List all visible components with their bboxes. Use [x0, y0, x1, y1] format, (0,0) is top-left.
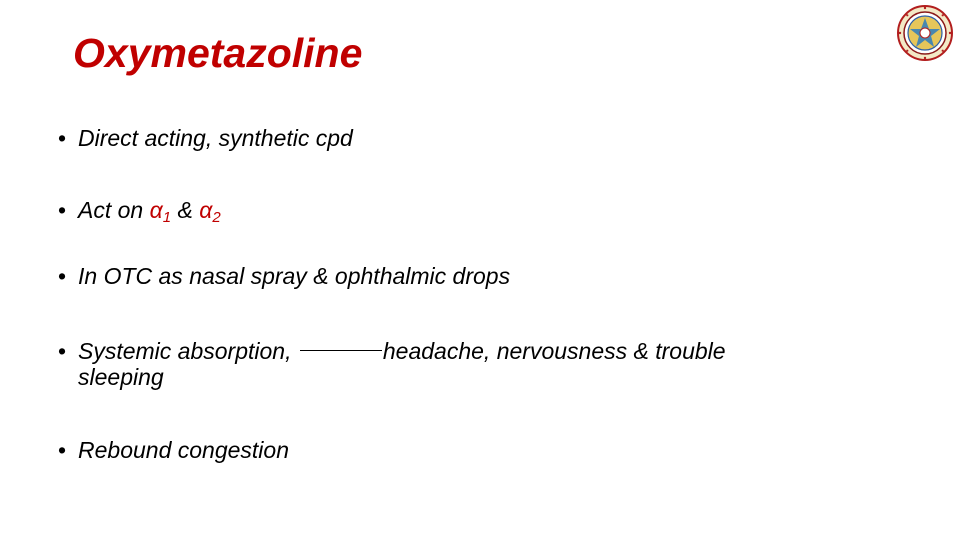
- bullet-text-before-arrow: Systemic absorption,: [78, 338, 298, 364]
- bullet-prefix: Act on: [78, 197, 150, 223]
- bullet-text-continuation: sleeping: [78, 364, 164, 390]
- bullet-direct-acting: [58, 126, 353, 151]
- slide-title: Oxymetazoline: [73, 30, 363, 76]
- bullet-text: Direct acting, synthetic cpd: [78, 125, 353, 151]
- bullet-dot: •: [58, 338, 67, 364]
- bullet-text: In OTC as nasal spray & ophthalmic drops: [78, 263, 511, 289]
- bullet-act-on-receptors: [58, 197, 221, 226]
- arrow-line: [300, 350, 382, 351]
- alpha1-symbol: $\alpha_1$: [149, 197, 172, 226]
- bullet-systemic-absorption-line2: [78, 365, 164, 390]
- bullet-dot: •: [58, 125, 67, 151]
- university-seal-icon: [896, 4, 954, 62]
- alpha2-symbol: $\alpha_2$: [199, 197, 221, 226]
- bullet-otc-uses: [58, 264, 510, 289]
- bullet-dot: •: [58, 197, 67, 223]
- bullet-systemic-absorption: [58, 339, 726, 364]
- bullet-text-after-arrow: headache, nervousness & trouble: [382, 338, 726, 364]
- bullet-text: Rebound congestion: [78, 437, 289, 463]
- bullet-ampersand: &: [171, 197, 200, 223]
- bullet-rebound-congestion: [58, 438, 289, 463]
- bullet-dot: •: [58, 263, 67, 289]
- bullet-dot: •: [58, 437, 67, 463]
